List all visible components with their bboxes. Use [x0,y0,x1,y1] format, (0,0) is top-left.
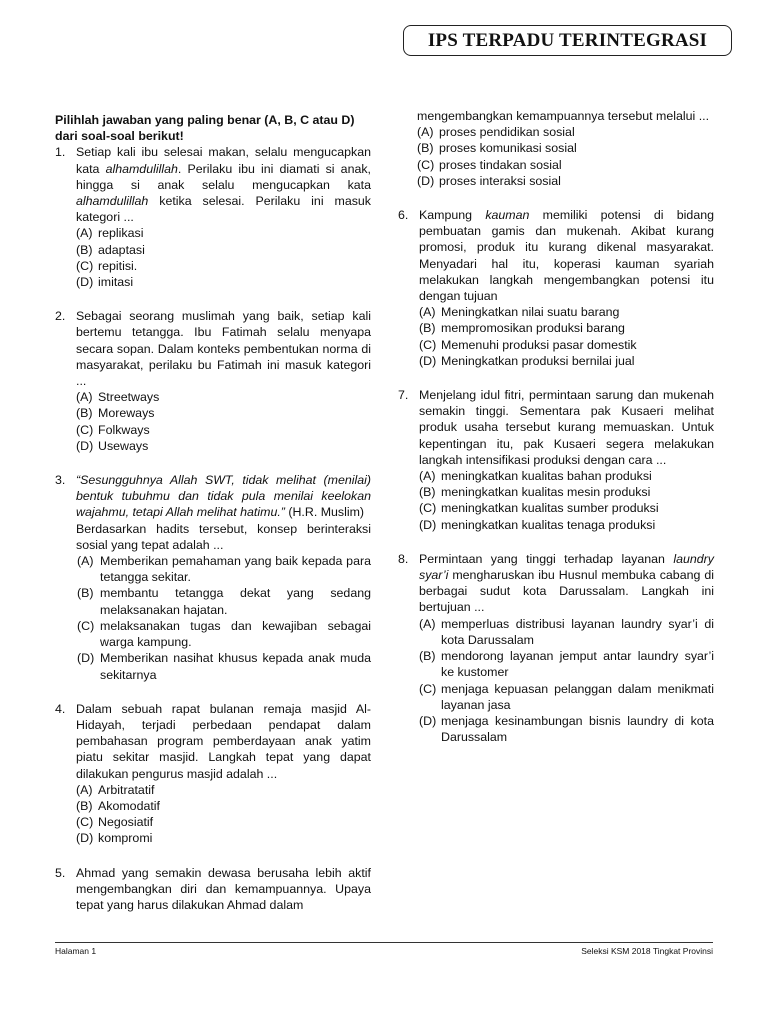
left-column [55,108,371,931]
question-7 [398,387,714,533]
option-a[interactable]: (A) memperluas distribusi layanan laundry syar’i di kota Darussalam [419,616,714,647]
question-number: 3. [55,473,66,488]
question-number: 7. [398,388,409,403]
right-column [398,108,714,763]
footer-divider [55,942,713,943]
question-stem: Setiap kali ibu selesai makan, selalu mengucapkan kata alhamdulillah. Perilaku ibu ini diamati si anak, hingga si anak selalu mengucapkan kata alhamdulillah ketika selesai. Perilaku ini masuk kategori ... [76,145,371,225]
question-number: 1. [55,145,66,160]
header-title-box [403,25,732,56]
option-b[interactable]: (B) meningkatkan kualitas mesin produksi [419,485,651,500]
option-a[interactable]: (A) Streetways [76,390,160,405]
option-c[interactable]: (C) repitisi. [76,258,138,273]
option-d[interactable]: (D) Meningkatkan produksi bernilai jual [419,353,635,368]
option-c[interactable]: (C) proses tindakan sosial [417,157,562,172]
question-4 [55,701,371,847]
option-b[interactable]: (B) Moreways [76,406,155,421]
option-c[interactable]: (C) Negosiatif [76,815,154,830]
option-b[interactable]: (B) mempromosikan produksi barang [419,321,625,336]
option-c[interactable]: (C) menjaga kepuasan pelanggan dalam menikmati layanan jasa [419,681,714,712]
question-2 [55,308,371,454]
question-stem: Ahmad yang semakin dewasa berusaha lebih aktif mengembangkan diri dan kemampuannya. Upaya tepat yang harus dilakukan Ahmad dalam [76,865,371,912]
question-6 [398,207,714,369]
option-a[interactable]: (A) proses pendidikan sosial [417,125,575,140]
question-8 [398,551,714,745]
question-5-continued [398,108,714,189]
question-number: 4. [55,701,66,716]
question-1 [55,144,371,290]
question-stem: Dalam sebuah rapat bulanan remaja masjid Al-Hidayah, terjadi perbedaan pendapat dalam pembahasan program pemberdayaan anak yatim piatu sekitar masjid. Langkah tepat yang dapat dilakukan pengurus masjid adalah ... [76,701,371,781]
option-a[interactable]: (A) Memberikan pemahaman yang baik kepada para tetangga sekitar. [77,554,371,585]
option-b[interactable]: (B) membantu tetangga dekat yang sedang melaksanakan hajatan. [77,586,371,617]
question-number: 8. [398,551,409,566]
option-a[interactable]: (A) meningkatkan kualitas bahan produksi [419,469,652,484]
option-d[interactable]: (D) Useways [76,438,149,453]
option-b[interactable]: (B) proses komunikasi sosial [417,141,577,156]
option-a[interactable]: (A) Meningkatkan nilai suatu barang [419,305,620,320]
question-3 [55,472,371,683]
question-stem: Kampung kauman memiliki potensi di bidang pembuatan gamis dan mukenah. Akibat kurang promosi, produk itu kurang dikenal masyarakat. Menyadari hal itu, koperasi kauman syariah melakukan langkah mengembangkan potensi itu dengan tujuan [419,208,714,304]
option-c[interactable]: (C) meningkatkan kualitas sumber produksi [419,501,659,516]
question-number: 2. [55,309,66,324]
page-title: IPS TERPADU TERINTEGRASI [427,29,708,51]
question-number: 5. [55,865,66,880]
question-stem: Permintaan yang tinggi terhadap layanan laundry syar’i mengharuskan ibu Husnul membuka cabang di berbagai sudut kota Darussalam. Langkah ini bertujuan ... [419,551,714,615]
question-stem: Sebagai seorang muslimah yang baik, setiap kali bertemu tetangga. Ibu Fatimah selalu menyapa secara sopan. Dalam konteks pembentukan norma di masyarakat, perilaku bu Fatimah ini masuk kategori ... [76,309,371,389]
option-b[interactable]: (B) mendorong layanan jemput antar laundry syar’i ke kustomer [419,649,714,680]
option-a[interactable]: (A) replikasi [76,226,144,241]
option-c[interactable]: (C) melaksanakan tugas dan kewajiban sebagai warga kampung. [77,618,371,650]
option-d[interactable]: (D) kompromi [76,831,153,846]
question-stem: Menjelang idul fitri, permintaan sarung dan mukenah semakin tinggi. Sementara pak Kusaeri melihat produk usaha tersebut kurang memuaskan. Untuk kepentingan itu, pak Kusaeri segera melakukan langkah intensifikasi produksi dengan cara ... [419,388,714,467]
option-d[interactable]: (D) meningkatkan kualitas tenaga produksi [419,517,656,532]
option-b[interactable]: (B) adaptasi [76,242,145,257]
option-d[interactable]: (D) menjaga kesinambungan bisnis laundry di kota Darussalam [419,713,714,745]
question-5 [55,865,371,914]
question-stem-continued: mengembangkan kemampuannya tersebut melalui ... [417,109,710,123]
option-d[interactable]: (D) Memberikan nasihat khusus kepada anak muda sekitarnya [77,651,371,682]
question-stem: Berdasarkan hadits tersebut, konsep berinteraksi sosial yang tepat adalah ... [76,521,371,552]
option-d[interactable]: (D) imitasi [76,275,134,290]
question-number: 6. [398,208,409,223]
option-d[interactable]: (D) proses interaksi sosial [417,173,561,188]
option-b[interactable]: (B) Akomodatif [76,798,160,813]
option-c[interactable]: (C) Folkways [76,422,150,437]
option-c[interactable]: (C) Memenuhi produksi pasar domestik [419,337,637,352]
page-number: Halaman 1 [55,946,97,956]
hadith-quote: “Sesungguhnya Allah SWT, tidak melihat (menilai) bentuk tubuhmu dan tidak pula menilai keelokan wajahmu, tetapi Allah melihat hatimu.” (H.R. Muslim) [76,473,371,520]
option-a[interactable]: (A) Arbitratatif [76,782,155,797]
instruction: Pilihlah jawaban yang paling benar (A, B, C atau D) dari soal-soal berikut! [55,113,355,144]
exam-name: Seleksi KSM 2018 Tingkat Provinsi [581,946,713,956]
